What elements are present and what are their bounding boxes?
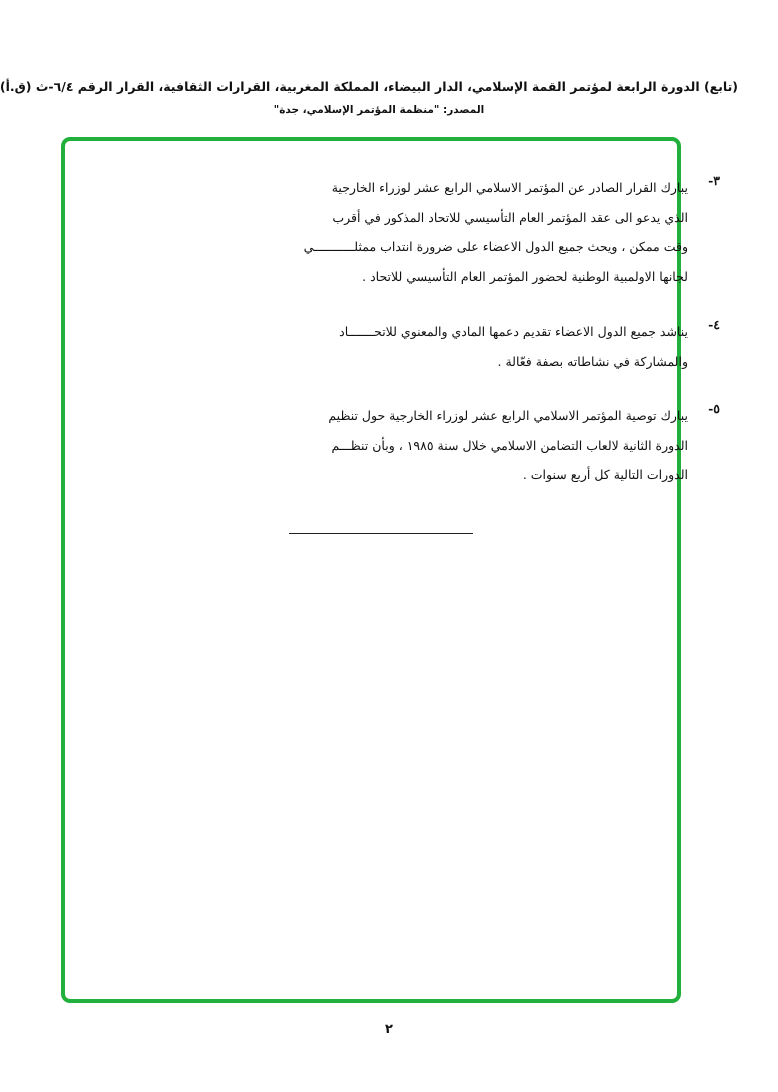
resolution-item-3 (228, 173, 720, 291)
item-line: الذي يدعو الى عقد المؤتمر العام التأسيسي للاتحاد المذكور في أقرب (332, 209, 688, 225)
item-line: يناشد جميع الدول الاعضاء تقديم دعمها المادي والمعنوي للاتحـــــــاد (339, 324, 688, 339)
resolution-item-5 (228, 401, 720, 490)
header-title: (تابع) الدورة الرابعة لمؤتمر القمة الإسلامي، الدار البيضاء، المملكة المغربية، القرارات الثقافية، القرار الرقم ٦/٤-ث (ق.أ) (0, 79, 738, 94)
item-line: الدورة الثانية لالعاب التضامن الاسلامي خلال سنة ١٩٨٥ ، وبأن تنظـــم (331, 437, 688, 453)
item-number: ٥- (708, 401, 720, 416)
item-line: وقت ممكن ، ويحث جميع الدول الاعضاء على ضرورة انتداب ممثلـــــــــــي (303, 239, 688, 254)
page-number: ٢ (385, 1022, 393, 1037)
closing-rule (289, 533, 473, 534)
item-line: والمشاركة في نشاطاته بصفة فعّالة . (497, 353, 688, 369)
resolution-item-4 (228, 317, 720, 376)
item-line: يبارك توصية المؤتمر الاسلامي الرابع عشر لوزراء الخارجية حول تنظيم (328, 408, 688, 423)
document-header (0, 78, 738, 117)
item-number: ٤- (708, 317, 720, 332)
item-line: لجانها الاولمبية الوطنية لحضور المؤتمر العام التأسيسي للاتحاد . (362, 268, 688, 284)
header-source: المصدر: "منظمة المؤتمر الإسلامي، جدة" (273, 104, 485, 116)
item-line: يبارك القرار الصادر عن المؤتمر الاسلامي الرابع عشر لوزراء الخارجية (331, 180, 688, 195)
item-number: ٣- (708, 173, 720, 188)
item-line: الدورات التالية كل أربع سنوات . (522, 467, 688, 482)
